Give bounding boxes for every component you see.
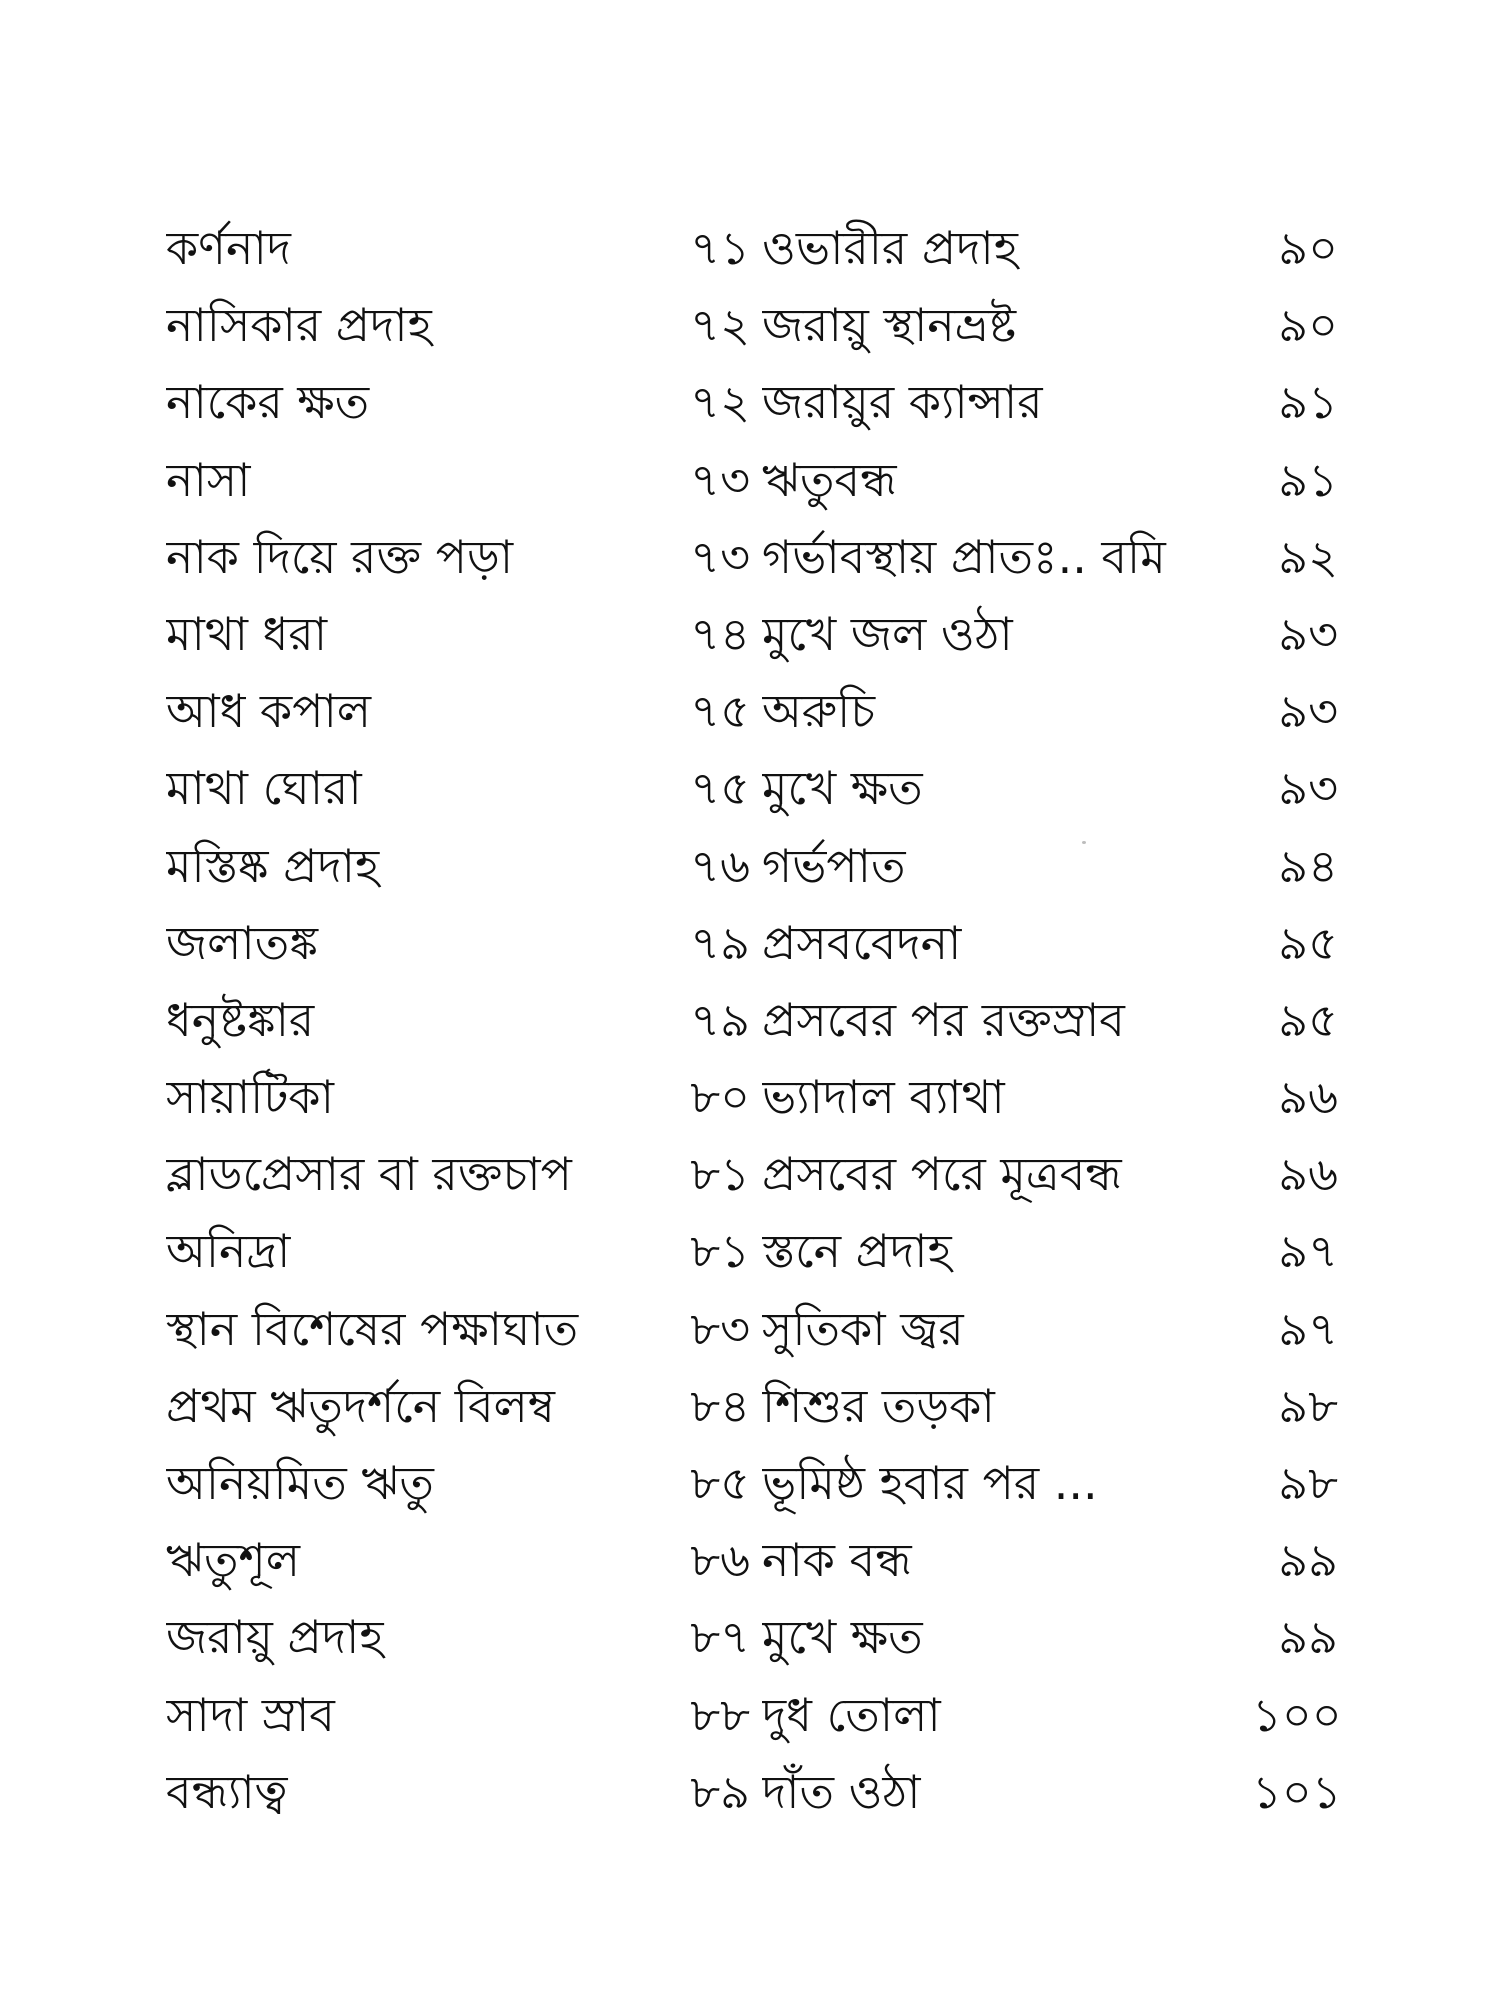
toc-entry-page: ৮১ [690, 1224, 750, 1279]
toc-row [166, 1213, 1338, 1290]
toc-entry-page: ৭৩ [690, 529, 750, 584]
toc-entry-title: মাথা ঘোরা [166, 761, 362, 816]
toc-row [166, 1677, 1342, 1754]
toc-entry-title: স্থান বিশেষের পক্ষাঘাত [166, 1301, 579, 1356]
toc-entry-title: অনিয়মিত ঋতু [166, 1456, 434, 1510]
toc-row [166, 210, 1338, 287]
toc-entry-title: মুখে ক্ষত [762, 761, 923, 816]
toc-row [166, 442, 1338, 519]
toc-entry-page: ৯৮ [1278, 1378, 1338, 1433]
toc-entry-page: ৮৭ [690, 1610, 750, 1665]
toc-entry-title: গর্ভাবস্থায় প্রাতঃ.. বমি [762, 529, 1166, 584]
toc-entry-title: ভূমিষ্ঠ হবার পর ... [762, 1456, 1098, 1510]
toc-entry-title: বন্ধ্যাত্ব [166, 1764, 288, 1819]
toc-entry-page: ৯৩ [1278, 606, 1338, 661]
toc-entry-page: ৯৭ [1278, 1224, 1338, 1279]
toc-entry-title: মুখে ক্ষত [762, 1610, 923, 1665]
toc-entry-page: ৭৫ [690, 684, 750, 739]
toc-entry-title: সাদা স্রাব [166, 1687, 335, 1742]
toc-entry-page: ৮০ [690, 1070, 750, 1125]
toc-row [166, 287, 1338, 364]
toc-entry-page: ৮৯ [690, 1764, 750, 1819]
toc-row [166, 982, 1338, 1059]
toc-entry-page: ৮৪ [690, 1378, 750, 1433]
toc-entry-page: ৯৭ [1278, 1301, 1338, 1356]
toc-entry-page: ৭২ [690, 375, 750, 430]
toc-entry-page: ৯৫ [1278, 915, 1338, 970]
toc-row [166, 596, 1338, 673]
toc-entry-title: সায়াটিকা [166, 1070, 334, 1125]
toc-entry-page: ৯১ [1278, 375, 1338, 430]
toc-entry-page: ৮৮ [690, 1687, 750, 1742]
toc-row [166, 519, 1338, 596]
toc-entry-page: ৭৪ [690, 606, 750, 661]
toc-entry-title: প্রথম ঋতুদর্শনে বিলম্ব [166, 1378, 555, 1433]
toc-entry-title: ব্লাডপ্রেসার বা রক্তচাপ [166, 1147, 572, 1202]
toc-entry-title: নাক দিয়ে রক্ত পড়া [166, 529, 514, 584]
toc-entry-page: ৯৬ [1278, 1070, 1338, 1125]
toc-entry-title: ধনুষ্টঙ্কার [166, 992, 315, 1047]
toc-row [166, 1522, 1338, 1599]
toc-entry-title: সুতিকা জ্বর [762, 1301, 964, 1356]
toc-entry-page: ৯৮ [1278, 1456, 1338, 1510]
toc-entry-title: অনিদ্রা [166, 1224, 291, 1279]
table-of-contents [166, 210, 1342, 1831]
toc-entry-title: ঋতুবন্ধ [762, 452, 897, 507]
toc-row [166, 1291, 1338, 1368]
toc-entry-title: গর্ভপাত [762, 838, 906, 893]
paper-speck [1082, 841, 1086, 844]
toc-entry-title: মস্তিষ্ক প্রদাহ [166, 838, 380, 893]
toc-row [166, 673, 1338, 750]
toc-entry-title: প্রসববেদনা [762, 915, 962, 970]
toc-entry-title: নাকের ক্ষত [166, 375, 370, 430]
toc-entry-title: প্রসবের পরে মূত্রবন্ধ [762, 1147, 1122, 1202]
toc-entry-title: আধ কপাল [166, 684, 372, 739]
toc-entry-title: ওভারীর প্রদাহ [762, 221, 1018, 275]
toc-entry-page: ১০১ [1252, 1764, 1342, 1819]
toc-row [166, 750, 1338, 827]
toc-row [166, 905, 1338, 982]
toc-entry-title: দাঁত ওঠা [762, 1764, 921, 1819]
toc-entry-page: ৯০ [1278, 298, 1338, 353]
toc-row [166, 1059, 1338, 1136]
toc-row [166, 1754, 1342, 1831]
toc-entry-page: ৯১ [1278, 452, 1338, 507]
toc-entry-page: ৯৯ [1278, 1533, 1338, 1588]
toc-row [166, 828, 1338, 905]
toc-entry-title: জলাতঙ্ক [166, 915, 319, 970]
toc-entry-title: অরুচি [762, 684, 876, 739]
toc-entry-page: ৯৪ [1278, 838, 1338, 893]
toc-entry-page: ৭৩ [690, 452, 750, 507]
toc-entry-page: ৭৯ [690, 915, 750, 970]
toc-entry-title: স্তনে প্রদাহ [762, 1224, 952, 1279]
toc-entry-title: নাক বন্ধ [762, 1533, 912, 1588]
toc-entry-title: মাথা ধরা [166, 606, 328, 661]
toc-entry-page: ৮১ [690, 1147, 750, 1202]
toc-entry-title: নাসা [166, 452, 251, 507]
toc-entry-page: ৮৩ [690, 1301, 750, 1356]
toc-row [166, 1599, 1338, 1676]
toc-entry-page: ৯৯ [1278, 1610, 1338, 1665]
toc-entry-page: ৮৬ [690, 1533, 750, 1588]
toc-entry-title: জরায়ু প্রদাহ [166, 1610, 384, 1665]
toc-entry-page: ৮৫ [690, 1456, 750, 1510]
toc-entry-title: জরায়ুর ক্যান্সার [762, 375, 1043, 430]
toc-entry-title: জরায়ু স্থানভ্রষ্ট [762, 298, 1017, 353]
toc-entry-page: ৯৫ [1278, 992, 1338, 1047]
toc-row [166, 1136, 1338, 1213]
toc-entry-page: ৭৫ [690, 761, 750, 816]
toc-row [166, 364, 1338, 441]
toc-entry-title: ঋতুশূল [166, 1533, 301, 1588]
toc-entry-page: ৭১ [690, 221, 750, 275]
toc-entry-page: ১০০ [1252, 1687, 1342, 1742]
toc-entry-title: দুধ তোলা [762, 1687, 941, 1742]
toc-entry-title: ভ্যাদাল ব্যাথা [762, 1070, 1005, 1125]
toc-entry-page: ৭৯ [690, 992, 750, 1047]
toc-entry-page: ৯৬ [1278, 1147, 1338, 1202]
toc-entry-title: প্রসবের পর রক্তস্রাব [762, 992, 1125, 1047]
toc-entry-page: ৭২ [690, 298, 750, 353]
toc-entry-title: মুখে জল ওঠা [762, 606, 1013, 661]
toc-row [166, 1445, 1338, 1522]
toc-entry-page: ৯০ [1278, 221, 1338, 275]
toc-row [166, 1368, 1338, 1445]
toc-entry-title: কর্ণনাদ [166, 221, 291, 275]
toc-entry-title: শিশুর তড়কা [762, 1378, 995, 1433]
toc-entry-page: ৯৩ [1278, 761, 1338, 816]
toc-entry-page: ৭৬ [690, 838, 750, 893]
toc-entry-page: ৯৩ [1278, 684, 1338, 739]
toc-entry-page: ৯২ [1278, 529, 1338, 584]
toc-entry-title: নাসিকার প্রদাহ [166, 298, 432, 353]
